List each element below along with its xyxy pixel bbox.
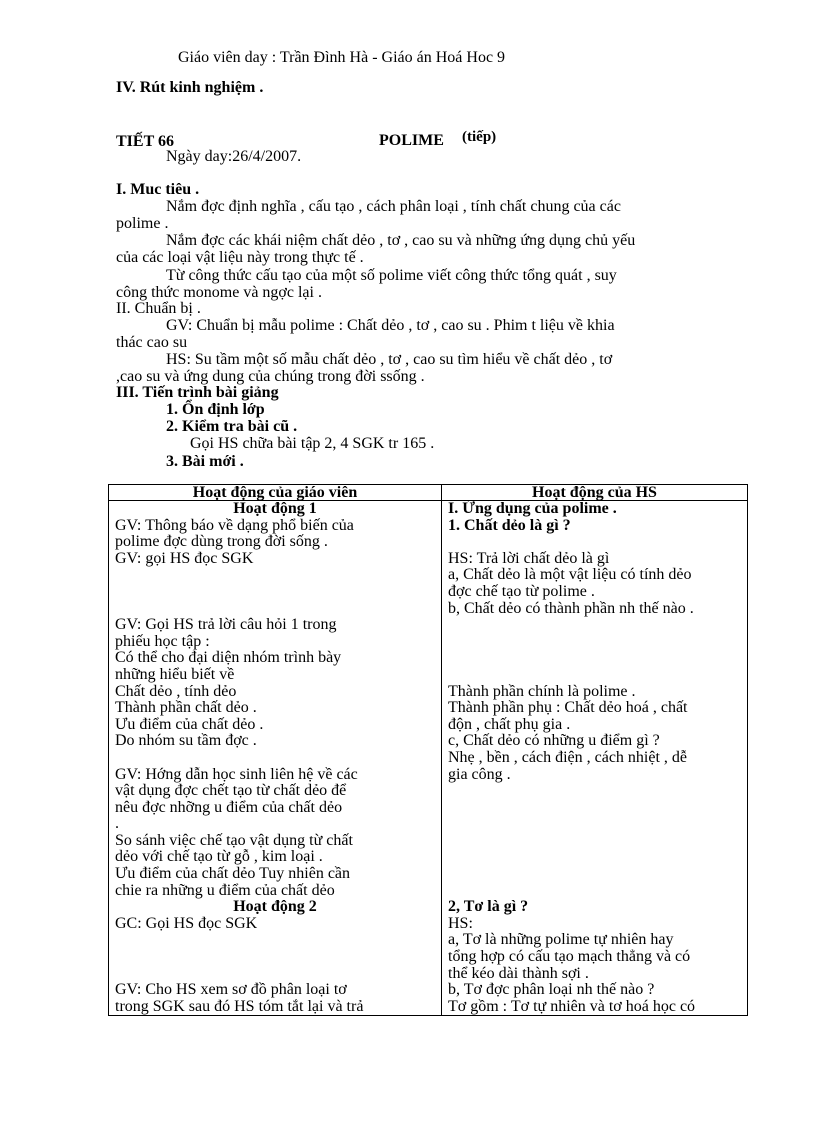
- student-line: a, Chất dẻo là một vật liệu có tính dẻo: [448, 567, 692, 584]
- process-step: 2. Kiểm tra bài cũ .: [166, 418, 298, 435]
- teacher-line: Chất dẻo , tính dẻo: [115, 683, 237, 700]
- teacher-line: polime đợc dùng trong đời sống .: [115, 534, 328, 551]
- objectives-heading: I. Muc tiêu .: [116, 181, 200, 198]
- student-subsection-heading: 2, Tơ là gì ?: [448, 899, 529, 916]
- student-line: độn , chất phụ gia .: [448, 716, 571, 733]
- preparation-heading: II. Chuẩn bị .: [116, 300, 201, 317]
- objective-line: polime .: [116, 215, 169, 232]
- student-line: HS:: [448, 915, 473, 932]
- teacher-line: [115, 932, 435, 949]
- teacher-line: [115, 601, 435, 618]
- teacher-line: So sánh việc chế tạo vật dụng từ chất: [115, 832, 353, 849]
- student-line: c, Chất dẻo có những u điểm gì ?: [448, 733, 660, 750]
- teacher-line: [115, 584, 435, 601]
- teacher-line: phiếu học tập :: [115, 633, 210, 650]
- teacher-line: Do nhóm su tầm đợc .: [115, 733, 257, 750]
- student-line: [448, 883, 741, 900]
- lesson-date: Ngày day:26/4/2007.: [166, 148, 302, 165]
- teacher-activities-cell: [109, 501, 442, 1016]
- teacher-line: Có thể cho đại diện nhóm trình bày: [115, 650, 342, 667]
- student-line: [448, 650, 741, 667]
- teacher-line: Thành phần chất dẻo .: [115, 700, 257, 717]
- student-line: Nhẹ , bền , cách điện , cách nhiệt , dễ: [448, 749, 688, 766]
- teacher-line: chie ra những u điểm của chất dẻo: [115, 882, 335, 899]
- student-line: Tơ gồm : Tơ tự nhiên và tơ hoá học có: [448, 998, 696, 1015]
- teacher-line: [115, 750, 435, 767]
- student-line: [448, 800, 741, 817]
- activity-2-heading: Hoạt động 2: [233, 899, 317, 916]
- activity-table: [108, 484, 748, 1016]
- section-iv-heading: IV. Rút kinh nghiệm .: [116, 79, 264, 96]
- objective-line: Nắm đợc định nghĩa , cấu tạo , cách phân loại , tính chất chung của các: [166, 198, 621, 215]
- student-line: [448, 667, 741, 684]
- student-line: [448, 617, 741, 634]
- teacher-line: GV: Hớng dẫn học sinh liên hệ về các: [115, 766, 358, 783]
- activity-1-heading: Hoạt động 1: [233, 501, 317, 517]
- teacher-line: Ưu điểm của chất dẻo Tuy nhiên cần: [115, 866, 351, 883]
- lesson-title: POLIME: [379, 132, 444, 149]
- student-section-heading: I. Ứng dụng của polime .: [448, 501, 617, 517]
- teacher-line: nêu đợc nhỡng u điểm của chất dẻo: [115, 799, 343, 816]
- student-subsection-heading: 1. Chất dẻo là gì ?: [448, 517, 571, 534]
- objective-line: của các loại vật liệu này trong thực tế .: [116, 249, 364, 266]
- objective-line: Từ công thức cấu tạo của một số polime viết công thức tổng quát , suy: [166, 267, 617, 284]
- teacher-line: [115, 567, 435, 584]
- lesson-period: TIẾT 66: [116, 133, 174, 150]
- preparation-line: GV: Chuẩn bị mẫu polime : Chất dẻo , tơ , cao su . Phim t liệu về khia: [166, 317, 615, 334]
- objective-line: Nắm đợc các khái niệm chất dẻo , tơ , cao su và những ứng dụng chủ yếu: [166, 232, 636, 249]
- student-line: [448, 634, 741, 651]
- student-line: [448, 866, 741, 883]
- teacher-line: GC: Gọi HS đọc SGK: [115, 915, 258, 932]
- preparation-line: ,cao su và ứng dung của chúng trong đời ssống .: [116, 368, 425, 385]
- student-line: gia công .: [448, 766, 511, 783]
- student-line: [448, 534, 741, 551]
- student-line: Thành phần chính là polime .: [448, 683, 636, 700]
- process-step: 3. Bài mới .: [166, 453, 244, 470]
- process-step: 1. Ổn định lớp: [166, 401, 265, 418]
- teacher-line: .: [115, 816, 119, 833]
- process-step: Gọi HS chữa bài tập 2, 4 SGK tr 165 .: [190, 435, 435, 452]
- student-line: [448, 816, 741, 833]
- student-line: b, Chất dẻo có thành phần nh thế nào .: [448, 600, 694, 617]
- teacher-line: Ưu điểm của chất dẻo .: [115, 716, 264, 733]
- student-line: thể kéo dài thành sợi .: [448, 965, 589, 982]
- student-line: Thành phần phụ : Chất dẻo hoá , chất: [448, 700, 688, 717]
- teacher-line: trong SGK sau đó HS tóm tắt lại và trả: [115, 998, 364, 1015]
- teacher-line: [115, 966, 435, 983]
- teacher-line: dẻo với chế tạo từ gỗ , kim loại .: [115, 849, 323, 866]
- student-column-header: Hoạt động của HS: [442, 485, 748, 501]
- teacher-column-header: Hoạt động của giáo viên: [109, 485, 442, 501]
- teacher-line: vật dụng đợc chết tạo từ chất dẻo để: [115, 783, 347, 800]
- student-line: đợc chế tạo từ polime .: [448, 583, 595, 600]
- preparation-line: thác cao su: [116, 334, 188, 351]
- process-heading: III. Tiến trình bài giảng: [116, 384, 279, 401]
- student-line: [448, 833, 741, 850]
- student-line: b, Tơ đợc phân loại nh thế nào ?: [448, 982, 655, 999]
- teacher-line: GV: Cho HS xem sơ đồ phân loại tơ: [115, 982, 347, 999]
- teacher-line: GV: gọi HS đọc SGK: [115, 550, 254, 567]
- student-line: a, Tơ là những polime tự nhiên hay: [448, 932, 674, 949]
- student-line: tổng hợp có cấu tạo mạch thẳng và có: [448, 949, 691, 966]
- objective-line: công thức monome và ngợc lại .: [116, 284, 322, 301]
- teacher-line: những hiểu biết về: [115, 666, 235, 683]
- student-line: [448, 783, 741, 800]
- student-line: HS: Trả lời chất dẻo là gì: [448, 550, 610, 567]
- table-row: [109, 501, 748, 1016]
- teacher-line: [115, 949, 435, 966]
- student-line: [448, 849, 741, 866]
- student-activities-cell: [442, 501, 748, 1016]
- teacher-line: GV: Thông báo về dạng phổ biến của: [115, 517, 354, 534]
- preparation-line: HS: Su tầm một số mẫu chất dẻo , tơ , cao su tìm hiểu về chất dẻo , tơ: [166, 351, 613, 368]
- teacher-line: GV: Gọi HS trả lời câu hỏi 1 trong: [115, 617, 337, 634]
- lesson-title-suffix: (tiếp): [462, 129, 497, 145]
- table-header-row: [109, 485, 748, 501]
- running-header: Giáo viên day : Trần Đình Hà - Giáo án Hoá Hoc 9: [178, 49, 506, 66]
